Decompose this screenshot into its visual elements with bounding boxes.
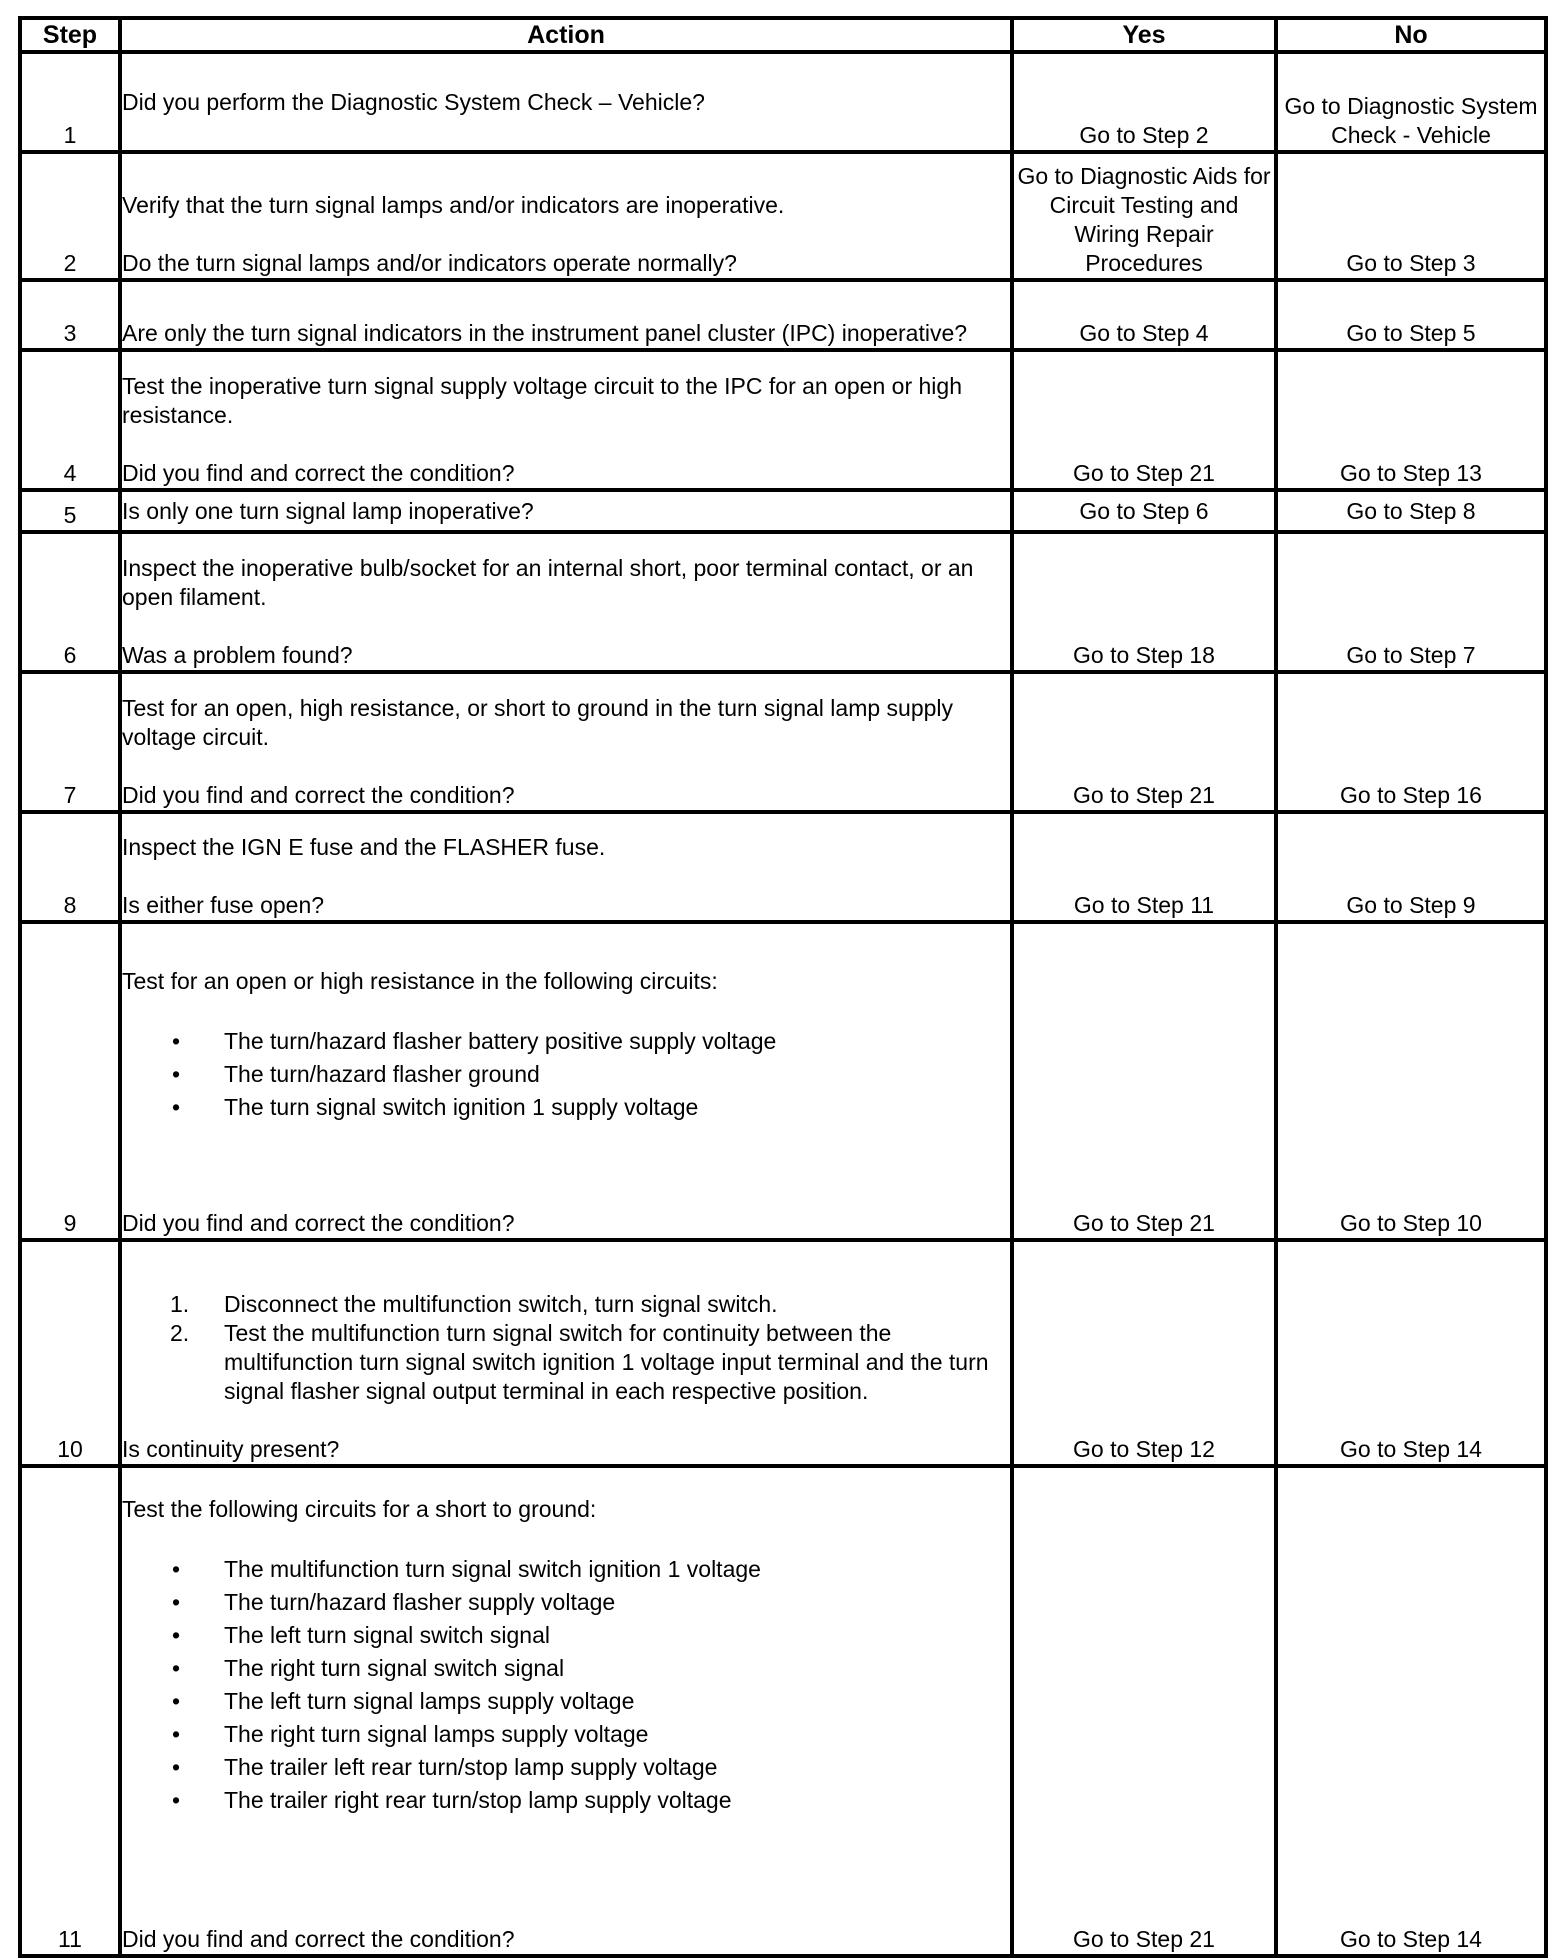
- bullet-icon: •: [172, 1622, 181, 1648]
- no-cell: Go to Step 16: [1276, 672, 1546, 812]
- table-row: [20, 1466, 1546, 1956]
- action-text: Test the following circuits for a short to ground:: [122, 1496, 597, 1522]
- bullet-icon: •: [172, 1094, 181, 1120]
- step-number: 3: [20, 280, 120, 350]
- bullet-icon: •: [172, 1061, 181, 1087]
- list-item-text: The trailer right rear turn/stop lamp supply voltage: [224, 1787, 732, 1813]
- no-cell: Go to Step 7: [1276, 532, 1546, 672]
- action-question: Is either fuse open?: [122, 892, 325, 918]
- table-row: [20, 672, 1546, 812]
- spacer: [122, 1524, 1010, 1553]
- step-number: 4: [20, 350, 120, 490]
- table-row: [20, 532, 1546, 672]
- action-question: Do the turn signal lamps and/or indicators operate normally?: [122, 250, 737, 276]
- action-text: Is only one turn signal lamp inoperative?: [122, 498, 534, 524]
- no-cell: Go to Step 8: [1276, 490, 1546, 532]
- table-row: [20, 1240, 1546, 1466]
- action-cell: [120, 922, 1012, 1240]
- action-text: Test for an open or high resistance in the following circuits:: [122, 968, 718, 994]
- header-step: Step: [20, 18, 120, 52]
- list-item: [122, 1319, 1010, 1406]
- list-item-text: Disconnect the multifunction switch, turn signal switch.: [224, 1291, 778, 1317]
- action-question: Did you find and correct the condition?: [122, 782, 515, 808]
- step-number: 10: [20, 1240, 120, 1466]
- list-number: 1.: [170, 1291, 190, 1317]
- action-cell: [120, 532, 1012, 672]
- action-question: Is continuity present?: [122, 1436, 340, 1462]
- spacer: [122, 430, 1010, 459]
- table-row: [20, 152, 1546, 280]
- list-item: [122, 1025, 1010, 1058]
- step-number: 11: [20, 1466, 120, 1956]
- list-number: 2.: [170, 1320, 190, 1346]
- yes-cell: Go to Step 21: [1012, 672, 1276, 812]
- list-item-text: The turn/hazard flasher supply voltage: [224, 1589, 616, 1615]
- yes-cell: Go to Step 21: [1012, 350, 1276, 490]
- action-text: Inspect the inoperative bulb/socket for an internal short, poor terminal contact, or an open filament.: [122, 555, 974, 610]
- list-item-text: The right turn signal lamps supply voltage: [224, 1721, 649, 1747]
- spacer: [122, 1406, 1010, 1435]
- diagnostic-table: [18, 16, 1548, 1958]
- list-item-text: The multifunction turn signal switch ignition 1 voltage: [224, 1556, 761, 1582]
- no-cell: Go to Step 9: [1276, 812, 1546, 922]
- yes-cell: Go to Step 4: [1012, 280, 1276, 350]
- list-item-text: The turn/hazard flasher battery positive supply voltage: [224, 1028, 777, 1054]
- action-question: Did you find and correct the condition?: [122, 1210, 515, 1236]
- yes-cell: Go to Step 18: [1012, 532, 1276, 672]
- list-item-text: The turn/hazard flasher ground: [224, 1061, 540, 1087]
- step-number: 6: [20, 532, 120, 672]
- list-item: [122, 1058, 1010, 1091]
- no-cell: Go to Step 14: [1276, 1466, 1546, 1956]
- list-item-text: The left turn signal lamps supply voltage: [224, 1688, 635, 1714]
- list-item: [122, 1685, 1010, 1718]
- bullet-icon: •: [172, 1787, 181, 1813]
- yes-cell: Go to Step 6: [1012, 490, 1276, 532]
- action-cell: [120, 152, 1012, 280]
- yes-cell: Go to Step 21: [1012, 1466, 1276, 1956]
- table-row: [20, 922, 1546, 1240]
- table-row: [20, 350, 1546, 490]
- table-row: [20, 490, 1546, 532]
- action-text: Inspect the IGN E fuse and the FLASHER fuse.: [122, 834, 606, 860]
- spacer: [122, 220, 1010, 249]
- yes-cell: Go to Step 21: [1012, 922, 1276, 1240]
- table-row: [20, 280, 1546, 350]
- bullet-icon: •: [172, 1754, 181, 1780]
- list-item: [122, 1290, 1010, 1319]
- action-cell: [120, 1240, 1012, 1466]
- header-action: Action: [120, 18, 1012, 52]
- no-cell: Go to Diagnostic System Check - Vehicle: [1276, 52, 1546, 152]
- step-number: 9: [20, 922, 120, 1240]
- list-item: [122, 1751, 1010, 1784]
- no-cell: Go to Step 5: [1276, 280, 1546, 350]
- list-item: [122, 1619, 1010, 1652]
- header-no: No: [1276, 18, 1546, 52]
- spacer: [122, 1124, 1010, 1209]
- no-cell: Go to Step 14: [1276, 1240, 1546, 1466]
- step-number: 5: [20, 490, 120, 532]
- yes-cell: Go to Diagnostic Aids for Circuit Testing and Wiring Repair Procedures: [1012, 152, 1276, 280]
- step-number: 7: [20, 672, 120, 812]
- action-question: Was a problem found?: [122, 642, 353, 668]
- list-item-text: The turn signal switch ignition 1 supply voltage: [224, 1094, 699, 1120]
- list-item: [122, 1586, 1010, 1619]
- yes-cell: Go to Step 12: [1012, 1240, 1276, 1466]
- spacer: [122, 612, 1010, 641]
- action-cell: [120, 52, 1012, 152]
- step-number: 2: [20, 152, 120, 280]
- bullet-icon: •: [172, 1556, 181, 1582]
- step-number: 1: [20, 52, 120, 152]
- procedure-list: [122, 1290, 1010, 1406]
- yes-cell: Go to Step 2: [1012, 52, 1276, 152]
- action-cell: [120, 490, 1012, 532]
- bullet-icon: •: [172, 1655, 181, 1681]
- list-item: [122, 1652, 1010, 1685]
- bullet-icon: •: [172, 1589, 181, 1615]
- action-question: Did you find and correct the condition?: [122, 1926, 515, 1952]
- action-text: Are only the turn signal indicators in the instrument panel cluster (IPC) inoperative?: [122, 320, 968, 346]
- bullet-icon: •: [172, 1028, 181, 1054]
- action-question: Did you find and correct the condition?: [122, 460, 515, 486]
- table-row: [20, 52, 1546, 152]
- list-item-text: The left turn signal switch signal: [224, 1622, 550, 1648]
- list-item: [122, 1784, 1010, 1817]
- list-item-text: Test the multifunction turn signal switch for continuity between the multifunction turn signal switch ignition 1 voltage input terminal and the turn signal flasher signal output terminal in each respective position.: [224, 1320, 989, 1404]
- list-item: [122, 1091, 1010, 1124]
- action-text: Test the inoperative turn signal supply voltage circuit to the IPC for an open or high resistance.: [122, 373, 962, 428]
- action-cell: [120, 1466, 1012, 1956]
- spacer: [122, 1817, 1010, 1925]
- table-row: [20, 812, 1546, 922]
- bullet-icon: •: [172, 1721, 181, 1747]
- no-cell: Go to Step 3: [1276, 152, 1546, 280]
- action-text: Test for an open, high resistance, or short to ground in the turn signal lamp supply voltage circuit.: [122, 695, 954, 750]
- circuit-list: [122, 1553, 1010, 1817]
- list-item-text: The trailer left rear turn/stop lamp supply voltage: [224, 1754, 718, 1780]
- action-cell: [120, 812, 1012, 922]
- list-item-text: The right turn signal switch signal: [224, 1655, 565, 1681]
- no-cell: Go to Step 10: [1276, 922, 1546, 1240]
- circuit-list: [122, 1025, 1010, 1124]
- step-number: 8: [20, 812, 120, 922]
- header-row: [20, 18, 1546, 52]
- action-text: Did you perform the Diagnostic System Check – Vehicle?: [122, 88, 705, 115]
- list-item: [122, 1553, 1010, 1586]
- action-text: Verify that the turn signal lamps and/or indicators are inoperative.: [122, 192, 785, 218]
- action-cell: [120, 350, 1012, 490]
- bullet-icon: •: [172, 1688, 181, 1714]
- spacer: [122, 996, 1010, 1025]
- action-cell: [120, 280, 1012, 350]
- action-cell: [120, 672, 1012, 812]
- spacer: [122, 862, 1010, 891]
- list-item: [122, 1718, 1010, 1751]
- spacer: [122, 752, 1010, 781]
- header-yes: Yes: [1012, 18, 1276, 52]
- yes-cell: Go to Step 11: [1012, 812, 1276, 922]
- no-cell: Go to Step 13: [1276, 350, 1546, 490]
